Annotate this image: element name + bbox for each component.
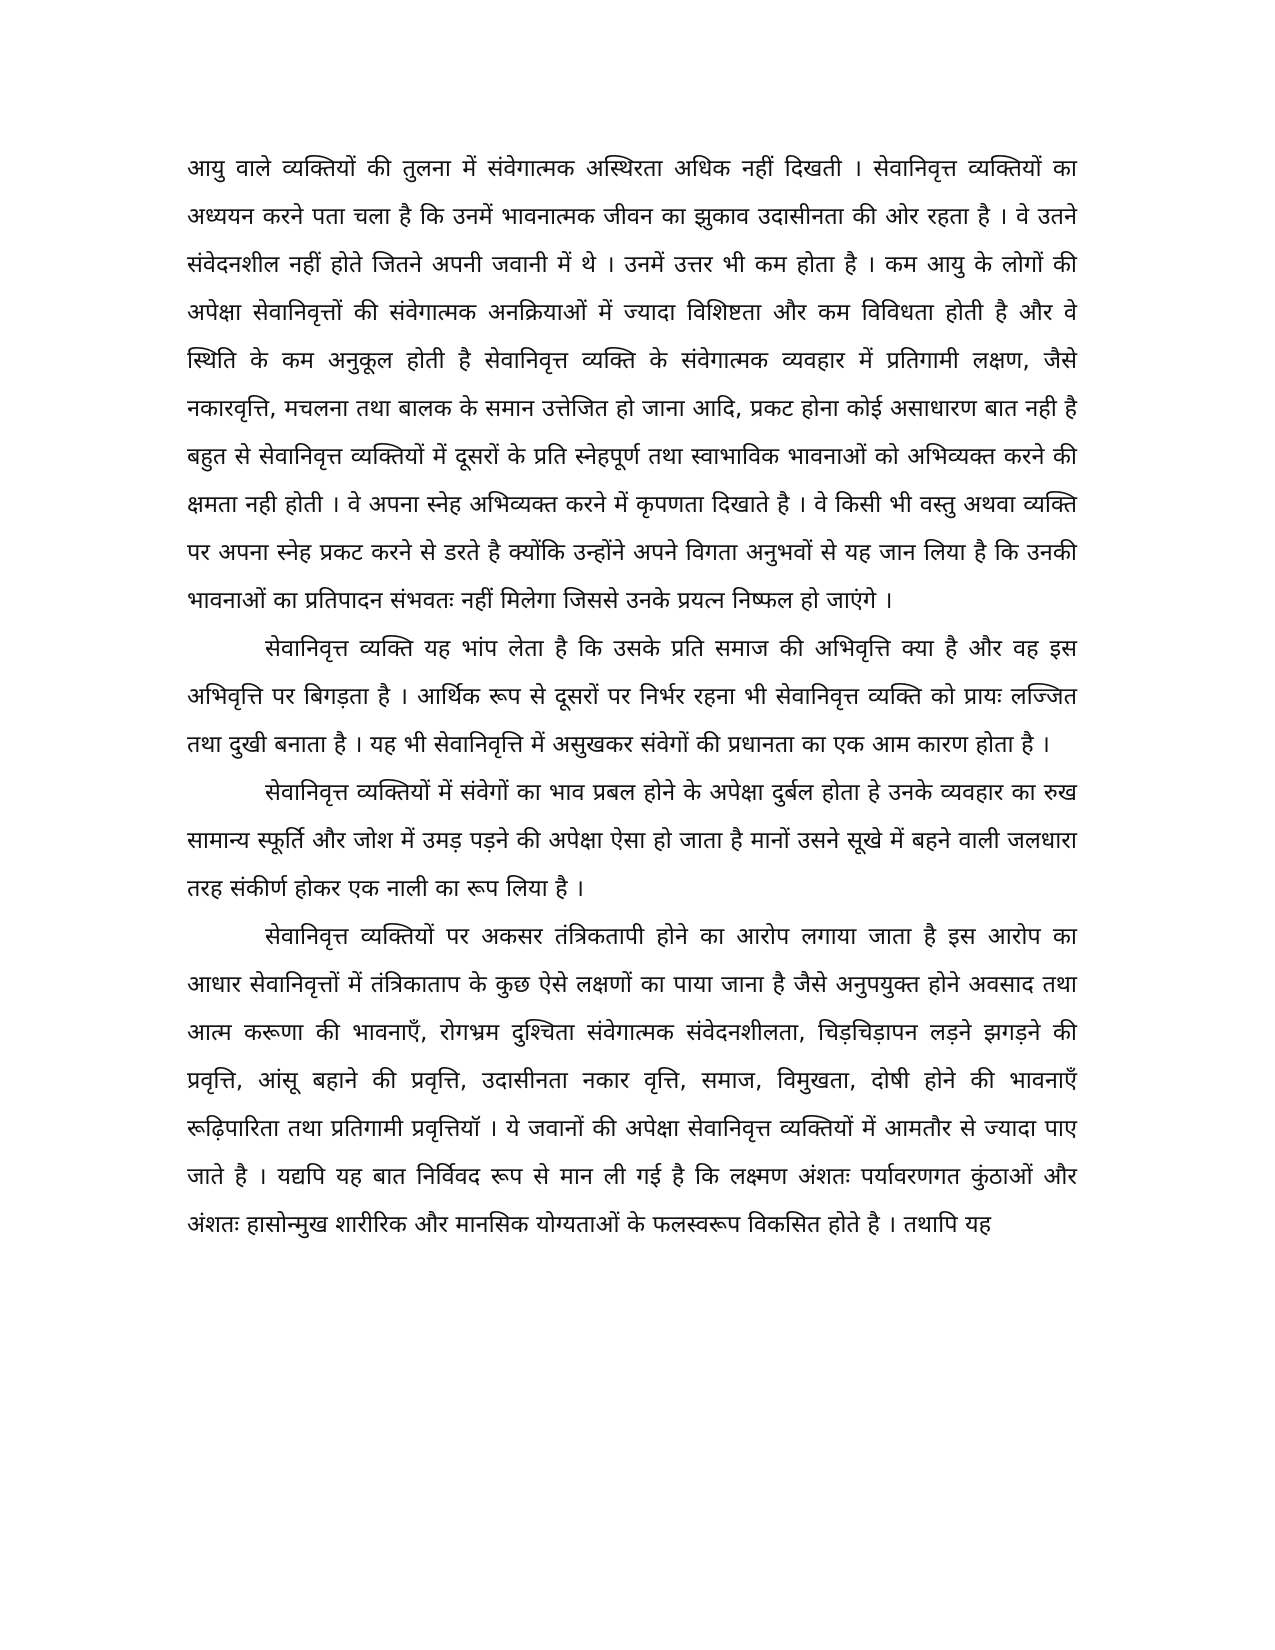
paragraph-4: सेवानिवृत्त व्यक्तियों पर अकसर तंत्रिकतापी होने का आरोप लगाया जाता है इस आरोप का आधार सेवानिवृत्तों में तंत्रिकाताप के कुछ ऐसे लक्षणों का पाया जाना है जैसे अनुपयुक्त होने अवसाद तथा आत्म करूणा की भावनाएँ, रोगभ्रम दुश्चिता संवेगात्मक संवेदनशीलता, चिड़चिड़ापन लड़ने झगड़ने की प्रवृत्ति, आंसू बहाने की प्रवृत्ति, उदासीनता नकार वृत्ति, समाज, विमुखता, दोषी होने की भावनाएँ रूढ़िपारिता तथा प्रतिगामी प्रवृत्तियॉ । ये जवानों की अपेक्षा सेवानिवृत्त व्यक्तियों में आमतौर से ज्यादा पाए जाते है । यद्यपि यह बात निर्विवद रूप से मान ली गई है कि लक्ष्मण अंशतः पर्यावरणगत कुंठाओं और अंशतः हासोन्मुख शारीरिक और मानसिक योग्यताओं के फलस्वरूप विकसित होते है । तथापि यह — [187, 922, 1077, 1238]
paragraph-1: आयु वाले व्यक्तियों की तुलना में संवेगात्मक अस्थिरता अधिक नहीं दिखती । सेवानिवृत्त व्यक्तियों का अध्ययन करने पता चला है कि उनमें भावनात्मक जीवन का झुकाव उदासीनता की ओर रहता है । वे उतने संवेदनशील नहीं होते जितने अपनी जवानी में थे । उनमें उत्तर भी कम होता है । कम आयु के लोगों की अपेक्षा सेवानिवृत्तों की संवेगात्मक अनक्रियाओं में ज्यादा विशिष्टता और कम विविधता होती है और वे स्थिति के कम अनुकूल होती है सेवानिवृत्त व्यक्ति के संवेगात्मक व्यवहार में प्रतिगामी लक्षण, जैसे नकारवृत्ति, मचलना तथा बालक के समान उत्तेजित हो जाना आदि, प्रकट होना कोई असाधारण बात नही है बहुत से सेवानिवृत्त व्यक्तियों में दूसरों के प्रति स्नेहपूर्ण तथा स्वाभाविक भावनाओं को अभिव्यक्त करने की क्षमता नही होती । वे अपना स्नेह अभिव्यक्त करने में कृपणता दिखाते है । वे किसी भी वस्तु अथवा व्यक्ति पर अपना स्नेह प्रकट करने से डरते है क्योंकि उन्होंने अपने विगता अनुभवों से यह जान लिया है कि उनकी भावनाओं का प्रतिपादन संभवतः नहीं मिलेगा जिससे उनके प्रयत्न निष्फल हो जाएंगे । — [187, 154, 1077, 614]
paragraph-3: सेवानिवृत्त व्यक्तियों में संवेगों का भाव प्रबल होने के अपेक्षा दुर्बल होता हे उनके व्यवहार का रुख सामान्य स्फूर्ति और जोश में उमड़ पड़ने की अपेक्षा ऐसा हो जाता है मानों उसने सूखे में बहने वाली जलधारा तरह संकीर्ण होकर एक नाली का रूप लिया है । — [187, 778, 1077, 902]
paragraph-2: सेवानिवृत्त व्यक्ति यह भांप लेता है कि उसके प्रति समाज की अभिवृत्ति क्या है और वह इस अभिवृत्ति पर बिगड़ता है । आर्थिक रूप से दूसरों पर निर्भर रहना भी सेवानिवृत्त व्यक्ति को प्रायः लज्जित तथा दुखी बनाता है । यह भी सेवानिवृत्ति में असुखकर संवेगों की प्रधानता का एक आम कारण होता है । — [187, 634, 1077, 758]
document-body — [187, 144, 1077, 1248]
